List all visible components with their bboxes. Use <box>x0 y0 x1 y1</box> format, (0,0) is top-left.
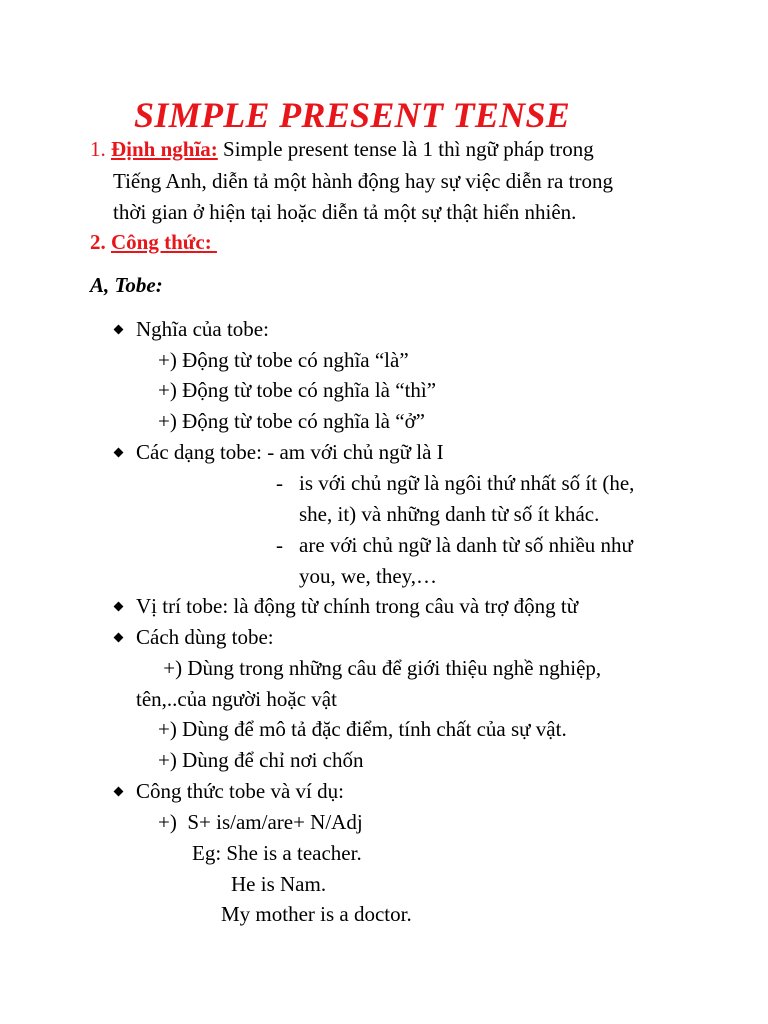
forms-dash-1: - <box>276 471 283 495</box>
meaning-item-3: +) Động từ tobe có nghĩa là “ở” <box>158 409 426 433</box>
diamond-bullet-icon <box>114 787 124 797</box>
position-label: Vị trí tobe: là động từ chính trong câu và trợ động từ <box>136 594 579 618</box>
formula-item: +) S+ is/am/are+ N/Adj <box>158 810 363 834</box>
definition-text-1: Simple present tense là 1 thì ngữ pháp trong <box>217 137 594 161</box>
usage-item-3: +) Dùng để chỉ nơi chốn <box>158 748 364 772</box>
section-1-number: 1. <box>90 137 106 161</box>
formula-heading: Công thức: <box>111 230 217 254</box>
forms-dash-2: - <box>276 533 283 557</box>
definition-text-3: thời gian ở hiện tại hoặc diễn tả một sự thật hiển nhiên. <box>113 200 577 224</box>
meaning-item-2: +) Động từ tobe có nghĩa là “thì” <box>158 378 437 402</box>
forms-label: Các dạng tobe: - am với chủ ngữ là I <box>136 440 444 464</box>
definition-heading: Định nghĩa: <box>111 137 218 161</box>
definition-line-1 <box>90 136 594 162</box>
example-3: My mother is a doctor. <box>221 902 412 926</box>
usage-item-1-line-1: +) Dùng trong những câu để giới thiệu nghề nghiệp, <box>158 656 602 680</box>
forms-item-1-line-1: is với chủ ngữ là ngôi thứ nhất số ít (he, <box>299 471 635 495</box>
forms-item-2-line-1: are với chủ ngữ là danh từ số nhiều như <box>299 533 633 557</box>
formula-label: Công thức tobe và ví dụ: <box>136 779 344 803</box>
usage-item-1-line-2: tên,..của người hoặc vật <box>136 687 337 711</box>
example-1: Eg: She is a teacher. <box>192 841 362 865</box>
example-2: He is Nam. <box>231 872 327 896</box>
diamond-bullet-icon <box>114 602 124 612</box>
subheading-tobe: A, Tobe: <box>90 273 163 297</box>
page-title: SIMPLE PRESENT TENSE <box>134 95 571 135</box>
diamond-bullet-icon <box>114 448 124 458</box>
meaning-item-1: +) Động từ tobe có nghĩa “là” <box>158 348 409 372</box>
definition-text-2: Tiếng Anh, diễn tả một hành động hay sự việc diễn ra trong <box>113 169 613 193</box>
usage-label: Cách dùng tobe: <box>136 625 274 649</box>
forms-item-2-line-2: you, we, they,… <box>299 564 438 588</box>
diamond-bullet-icon <box>114 633 124 643</box>
formula-heading-line <box>90 229 217 255</box>
section-2-number: 2. <box>90 230 106 254</box>
forms-item-1-line-2: she, it) và những danh từ số ít khác. <box>299 502 600 526</box>
diamond-bullet-icon <box>114 325 124 335</box>
usage-item-2: +) Dùng để mô tả đặc điểm, tính chất của sự vật. <box>158 717 567 741</box>
meaning-label: Nghĩa của tobe: <box>136 317 269 341</box>
